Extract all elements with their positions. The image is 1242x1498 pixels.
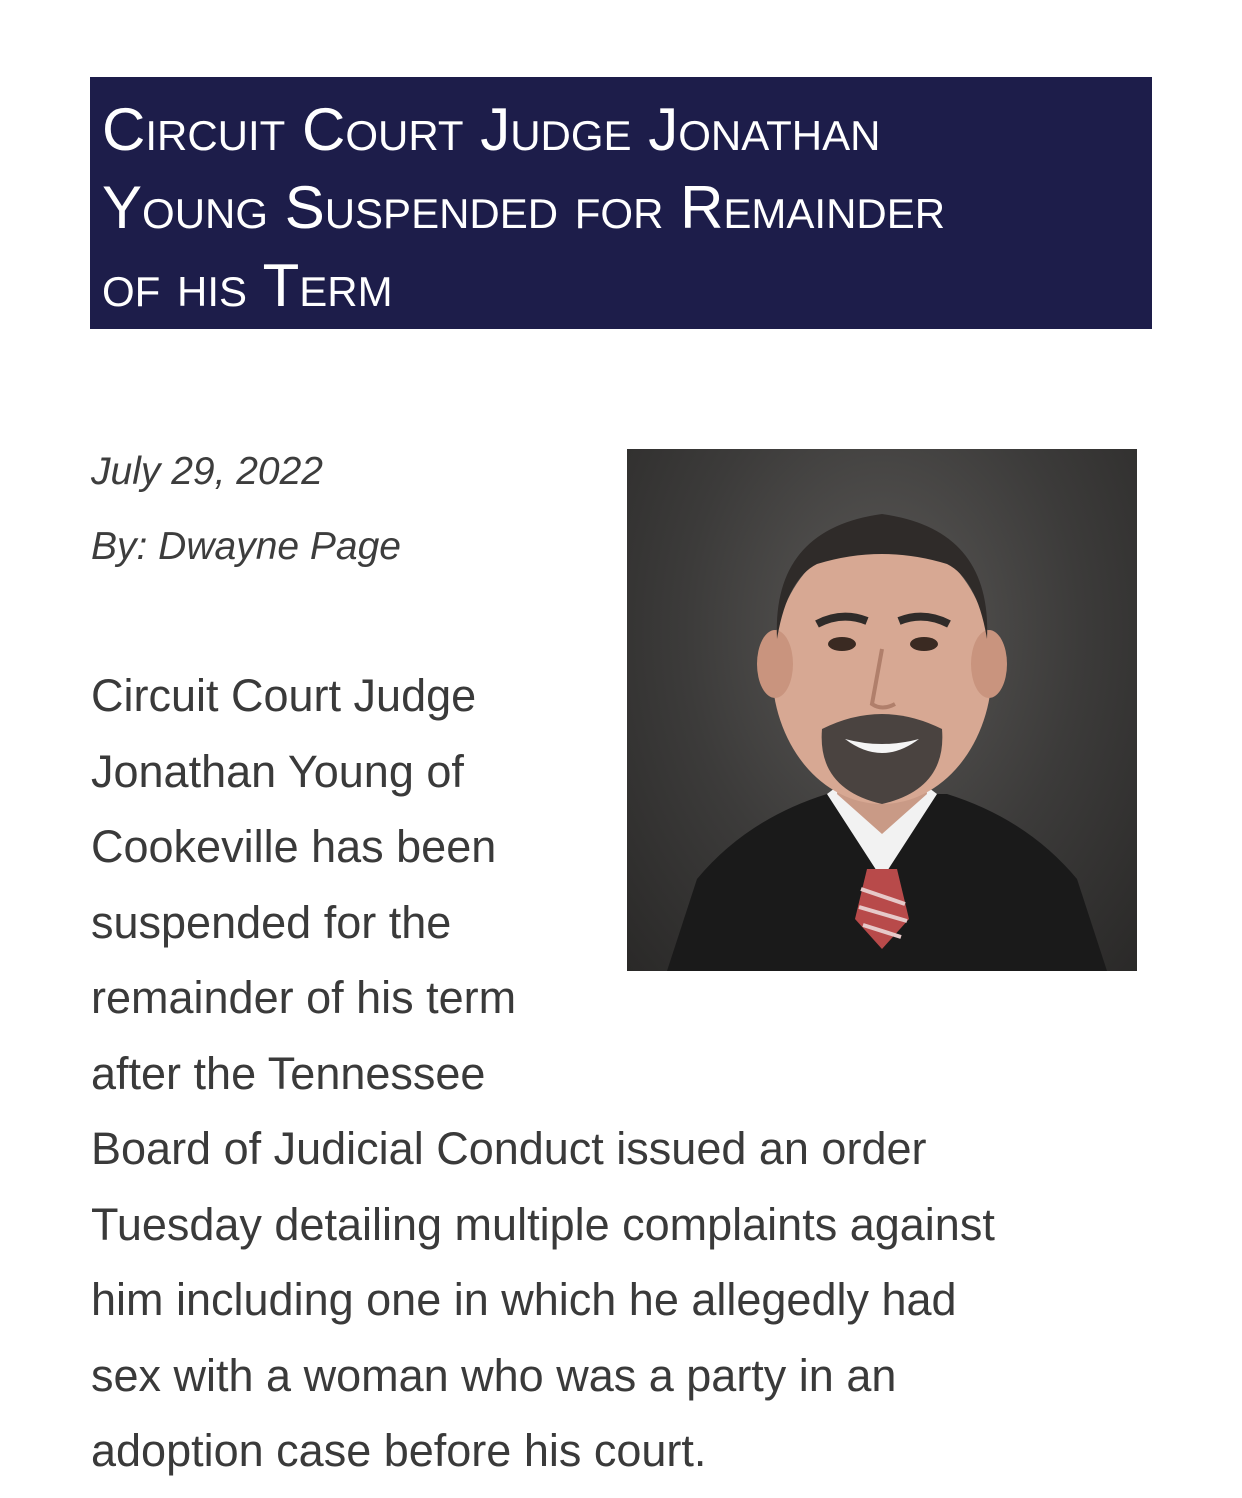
article-body-line: sex with a woman who was a party in an	[91, 1349, 897, 1401]
article-body-line: adoption case before his court.	[91, 1425, 707, 1476]
article-body-line: Cookeville has been	[91, 821, 497, 872]
article-title-line: of his Term	[102, 252, 393, 319]
article-title-line: Circuit Court Judge Jonathan	[102, 96, 881, 163]
article-body-line: him including one in which he allegedly had	[91, 1274, 957, 1325]
article-byline: By: Dwayne Page	[91, 525, 402, 568]
article-body-line: suspended for the	[91, 896, 452, 948]
article-body-line: Tuesday detailing multiple complaints against	[91, 1198, 995, 1250]
article-body	[91, 658, 1143, 1489]
article-date: July 29, 2022	[91, 450, 324, 493]
article-title	[102, 91, 1140, 325]
article-title-line: Young Suspended for Remainder	[102, 174, 946, 241]
article-body-line: Jonathan Young of	[91, 745, 464, 797]
article-body-line: Board of Judicial Conduct issued an order	[91, 1123, 927, 1174]
article-body-line: remainder of his term	[91, 972, 517, 1023]
article-title-banner	[90, 77, 1152, 329]
article-body-line: Circuit Court Judge	[91, 670, 477, 721]
article-body-line: after the Tennessee	[91, 1047, 486, 1099]
